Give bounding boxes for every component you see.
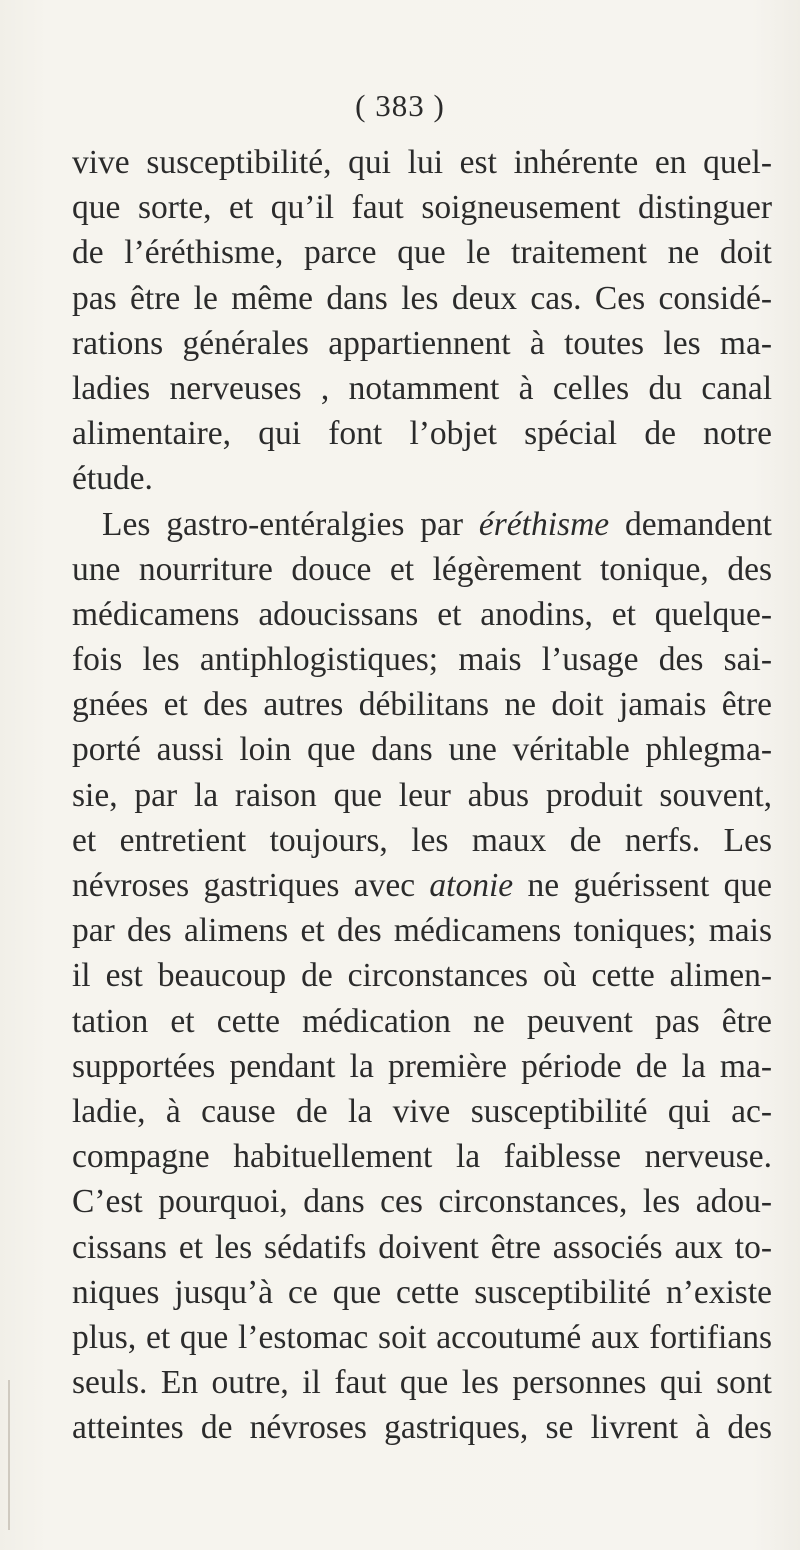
text-line: niques jusqu’à ce que cette susceptibilité n’existe	[72, 1273, 772, 1311]
page-number: ( 383 )	[355, 88, 445, 123]
text-line: gnées et des autres débilitans ne doit jamais être	[72, 686, 772, 724]
text-line: ladie, à cause de la vive susceptibilité qui ac-	[72, 1092, 772, 1130]
text-line: cissans et les sédatifs doivent être associés aux to-	[72, 1228, 772, 1266]
text-line: fois les antiphlogistiques; mais l’usage des sai-	[72, 641, 772, 679]
text-line: seuls. En outre, il faut que les personnes qui sont	[72, 1364, 772, 1402]
text-line: pas être le même dans les deux cas. Ces considé-	[72, 279, 772, 317]
text-line	[72, 502, 772, 547]
text-line: de l’éréthisme, parce que le traitement ne doit	[72, 234, 772, 272]
text-line: il est beaucoup de circonstances où cette alimen-	[72, 957, 772, 995]
italic-term: atonie	[429, 867, 514, 904]
text-segment: névroses gastriques avec	[72, 867, 430, 904]
text-line: supportées pendant la première période de la ma-	[72, 1047, 772, 1085]
text-line: rations générales appartiennent à toutes les ma-	[72, 324, 772, 362]
text-line: porté aussi loin que dans une véritable phlegma-	[72, 731, 772, 769]
text-line: compagne habituellement la faiblesse nerveuse.	[72, 1138, 772, 1176]
text-line: tation et cette médication ne peuvent pas être	[72, 1002, 772, 1040]
text-line: une nourriture douce et légèrement tonique, des	[72, 550, 772, 588]
text-line: que sorte, et qu’il faut soigneusement distinguer	[72, 189, 772, 227]
text-line	[72, 863, 772, 908]
text-line: ladies nerveuses , notamment à celles du canal	[72, 369, 772, 407]
text-line: C’est pourquoi, dans ces circonstances, les adou-	[72, 1183, 772, 1221]
text-line: médicamens adoucissans et anodins, et quelque-	[72, 595, 772, 633]
text-line: et entretient toujours, les maux de nerfs. Les	[72, 821, 772, 859]
text-line: alimentaire, qui font l’objet spécial de notre	[72, 415, 772, 453]
text-line: par des alimens et des médicamens toniques; mais	[72, 912, 772, 950]
body-text	[72, 140, 772, 1450]
text-line: vive susceptibilité, qui lui est inhérente en quel-	[72, 144, 772, 181]
text-segment: demandent	[609, 505, 772, 543]
text-line: atteintes de névroses gastriques, se livrent à des	[72, 1409, 772, 1447]
text-line: sie, par la raison que leur abus produit souvent,	[72, 776, 772, 814]
text-line: plus, et que l’estomac soit accoutumé aux fortifians	[72, 1318, 772, 1356]
text-segment: Les gastro-entéralgies par	[102, 505, 479, 543]
italic-term: éréthisme	[478, 505, 610, 543]
text-line: étude.	[72, 460, 153, 498]
text-segment: ne guérissent que	[513, 867, 772, 904]
page-edge-shadow	[8, 1380, 10, 1530]
